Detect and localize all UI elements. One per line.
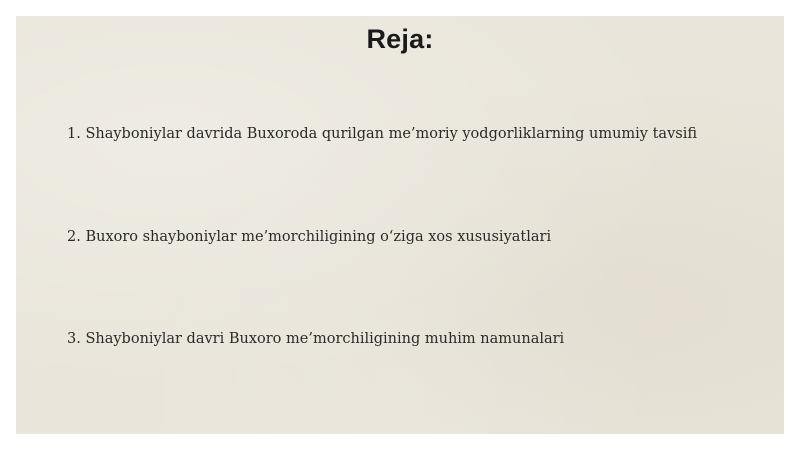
slide-title: Reja: — [366, 24, 434, 54]
slide — [16, 16, 784, 434]
plan-item-1: 1. Shayboniylar davrida Buxoroda qurilgan me’moriy yodgorliklarning umumiy tavsifi — [67, 126, 698, 142]
plan-item-3: 3. Shayboniylar davri Buxoro me’morchiligining muhim namunalari — [67, 331, 565, 347]
plan-item-2: 2. Buxoro shayboniylar me’morchiligining o‘ziga xos xususiyatlari — [67, 229, 552, 245]
